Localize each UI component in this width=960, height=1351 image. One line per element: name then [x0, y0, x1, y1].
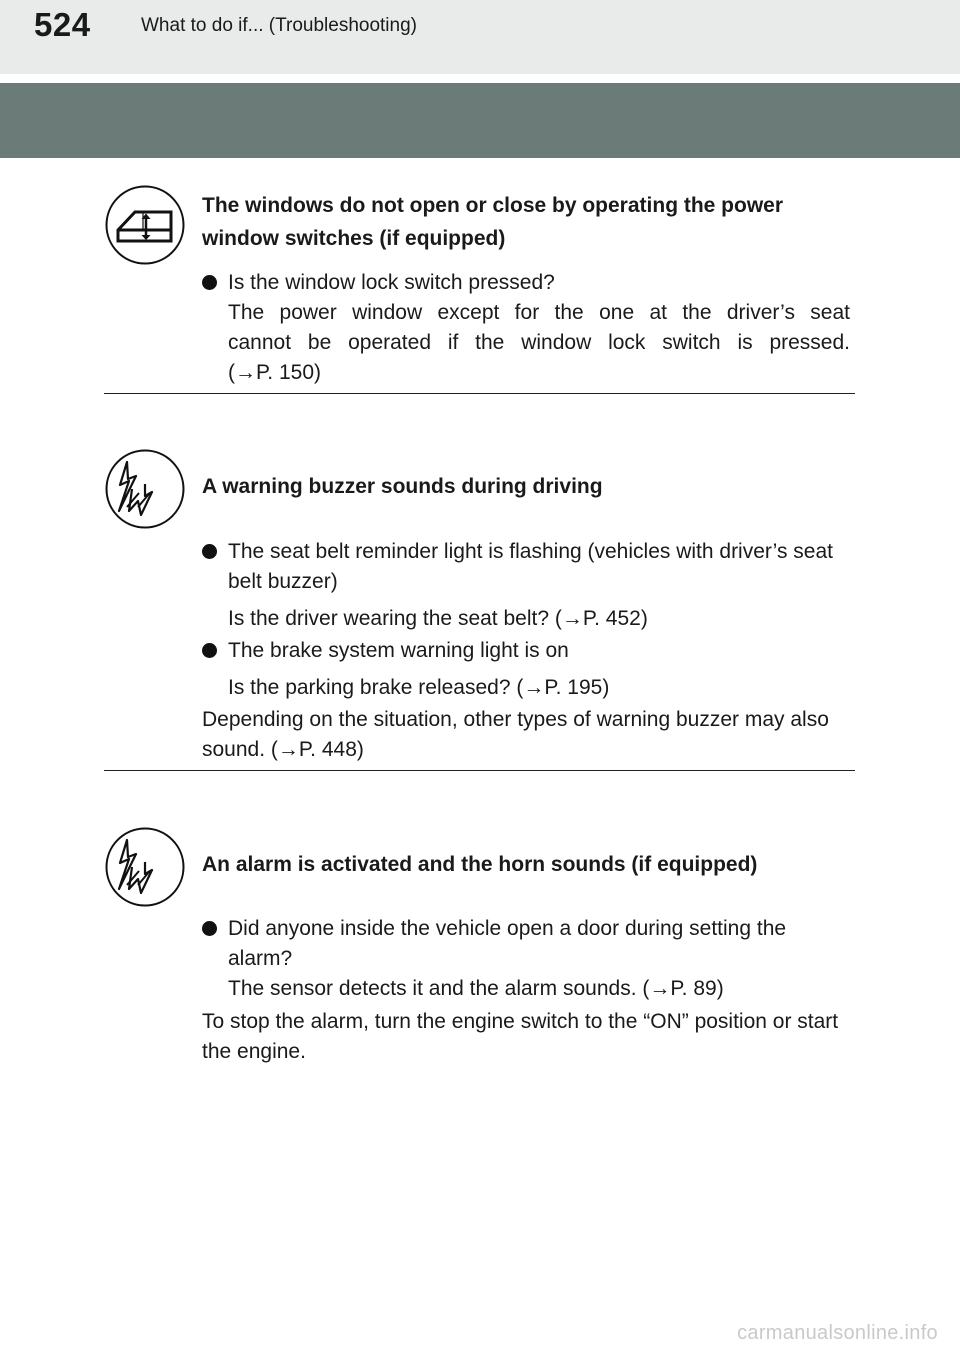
item-answer: The sensor detects it and the alarm sounds. (→P. 89): [228, 977, 724, 1000]
item-question: Is the window lock switch pressed?: [228, 271, 555, 294]
bullet-icon: [202, 544, 217, 559]
list-item: [202, 914, 850, 1004]
item-question: Did anyone inside the vehicle open a door during setting the alarm?: [228, 917, 787, 970]
item-answer: Is the parking brake released? (→P. 195): [228, 676, 610, 699]
item-answer: Is the driver wearing the seat belt? (→P. 452): [228, 607, 648, 630]
item-answer-line: The power window except for the one at the driver’s seat: [228, 301, 850, 324]
footer-watermark: carmanualsonline.info: [737, 1322, 938, 1344]
page-reference: (→P. 150): [228, 361, 321, 384]
section-note: Depending on the situation, other types of warning buzzer may also sound. (→P. 448): [202, 708, 829, 761]
section-title: A warning buzzer sounds during driving: [202, 475, 603, 498]
alarm-horn-icon: [105, 827, 185, 907]
page-header: [0, 0, 960, 74]
item-answer-line: cannot be operated if the window lock switch is pressed.: [228, 331, 850, 354]
list-item: [202, 636, 850, 703]
bullet-icon: [202, 275, 217, 290]
bullet-icon: [202, 643, 217, 658]
section-title: An alarm is activated and the horn sounds (if equipped): [202, 853, 758, 876]
header-band: [0, 83, 960, 158]
page-number: 524: [34, 6, 91, 43]
list-item: [202, 537, 850, 634]
warning-buzzer-icon: [105, 449, 185, 529]
page-header-title: What to do if... (Troubleshooting): [141, 15, 417, 36]
list-item: [202, 268, 850, 388]
section-divider: [104, 393, 855, 394]
item-question: The seat belt reminder light is flashing (vehicles with driver’s seat belt buzzer): [228, 540, 833, 593]
bullet-icon: [202, 921, 217, 936]
section-divider: [104, 770, 855, 771]
section-title: The windows do not open or close by operating the power window switches (if equipped): [202, 194, 784, 250]
section-note: To stop the alarm, turn the engine switch to the “ON” position or start the engine.: [202, 1010, 839, 1063]
power-window-icon: [105, 185, 185, 265]
item-question: The brake system warning light is on: [228, 639, 569, 662]
